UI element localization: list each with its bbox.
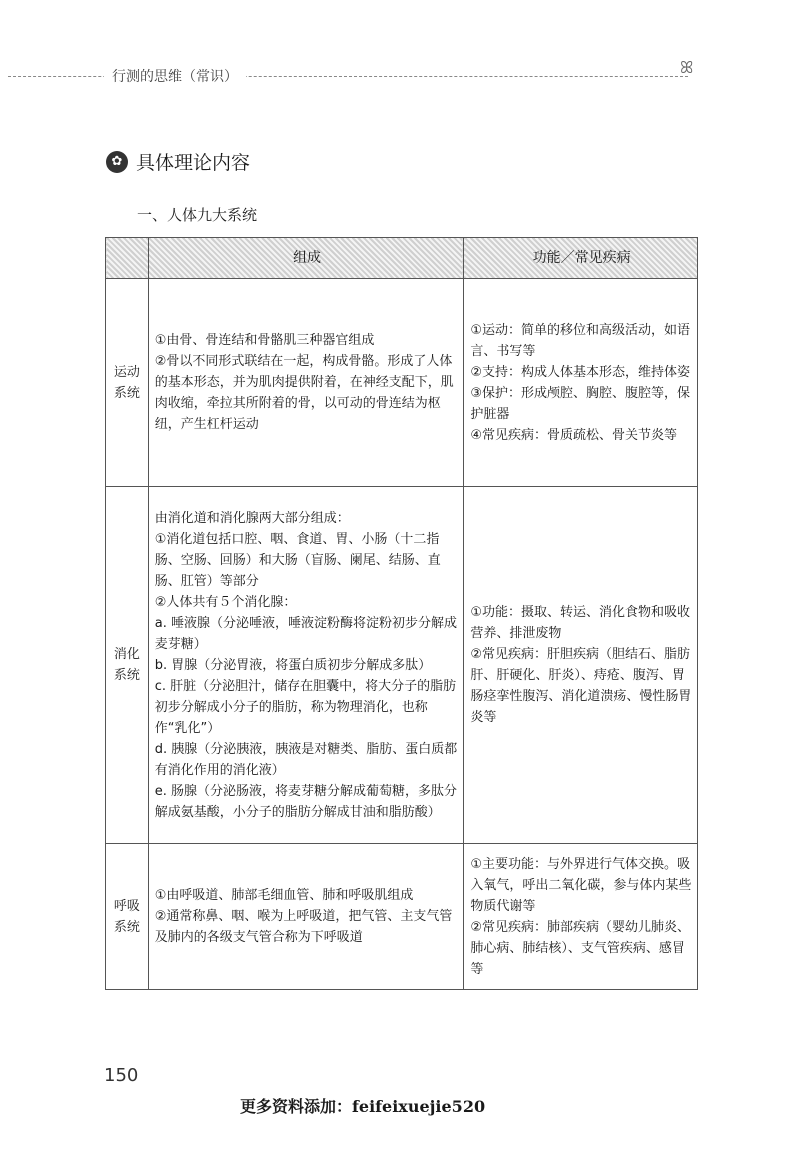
section-title [106,148,250,175]
function-line: ②常见疾病：肝胆疾病（胆结石、脂肪肝、肝硬化、肝炎）、痔疮、腹泻、胃肠痉挛性腹泻、消化道溃疡、慢性肠胃炎等 [470,647,692,725]
composition-line: ②骨以不同形式联结在一起，构成骨骼。形成了人体的基本形态，并为肌肉提供附着，在神经支配下，肌肉收缩，牵拉其所附着的骨，以可动的骨连结为枢纽，产生杠杆运动 [154,354,454,432]
footer-note: 更多资料添加：feifeixuejie520 [240,1097,486,1116]
table-header-row [106,238,698,279]
function-cell [464,487,698,844]
section-title-text: 具体理论内容 [136,152,251,174]
body-systems-table [105,237,698,990]
system-name: 消化系统 [106,487,149,844]
composition-line: c. 肝脏（分泌胆汁，储存在胆囊中，将大分子的脂肪初步分解成小分子的脂肪，称为物理消化，也称作“乳化”） [154,678,457,736]
function-line: ①运动：简单的移位和高级活动，如语言、书写等 [470,322,691,359]
table-row [106,487,698,844]
function-line: ②常见疾病：肺部疾病（婴幼儿肺炎、肺心病、肺结核）、支气管疾病、感冒等 [470,919,691,977]
system-name: 呼吸系统 [106,844,149,990]
function-cell [464,844,698,990]
header-cell-function: 功能／常见疾病 [464,238,698,279]
composition-line: e. 肠腺（分泌肠液，将麦芽糖分解成葡萄糖，多肽分解成氨基酸，小分子的脂肪分解成甘油和脂肪酸） [154,783,458,820]
composition-line: ①由骨、骨连结和骨骼肌三种器官组成 [154,333,375,348]
composition-line: a. 唾液腺（分泌唾液，唾液淀粉酶将淀粉初步分解成麦芽糖） [154,615,457,652]
composition-line: 由消化道和消化腺两大部分组成： [154,510,350,526]
butterfly-ornament-icon: ꕤ [680,58,694,77]
table-row [106,844,698,990]
header-cell-composition: 组成 [148,238,464,279]
function-line: ①主要功能：与外界进行气体交换。吸入氧气，呼出二氧化碳，参与体内某些物质代谢等 [470,856,692,914]
function-line: ③保护：形成颅腔、胸腔、腹腔等，保护脏器 [470,385,691,422]
composition-line: ①消化道包括口腔、咽、食道、胃、小肠（十二指肠、空肠、回肠）和大肠（盲肠、阑尾、结肠、直肠、肛管）等部分 [154,531,441,589]
composition-line: ①由呼吸道、肺部毛细血管、肺和呼吸肌组成 [154,888,414,903]
function-line: ①功能：摄取、转运、消化食物和吸收营养、排泄废物 [470,605,691,641]
page-number: 150 [104,1065,139,1086]
section-bullet-icon: ✿ [106,151,128,173]
subsection-title: 一、人体九大系统 [137,206,258,224]
composition-cell [148,279,464,487]
composition-line: ②通常称鼻、咽、喉为上呼吸道，把气管、主支气管及肺内的各级支气管合称为下呼吸道 [154,909,453,945]
composition-line: ②人体共有５个消化腺： [154,594,297,610]
header-cell-blank [106,238,149,279]
composition-line: b. 胃腺（分泌胃液，将蛋白质初步分解成多肽） [154,657,432,673]
running-header: 行测的思维（常识） [104,66,246,86]
composition-cell [148,844,464,990]
function-cell [464,279,698,487]
function-line: ②支持：构成人体基本形态，维持体姿 [470,364,691,380]
table-row [106,279,698,487]
composition-line: d. 胰腺（分泌胰液，胰液是对糖类、脂肪、蛋白质都有消化作用的消化液） [154,741,458,778]
function-line: ④常见疾病：骨质疏松、骨关节炎等 [470,427,678,443]
composition-cell [148,487,464,844]
system-name: 运动系统 [106,279,149,487]
